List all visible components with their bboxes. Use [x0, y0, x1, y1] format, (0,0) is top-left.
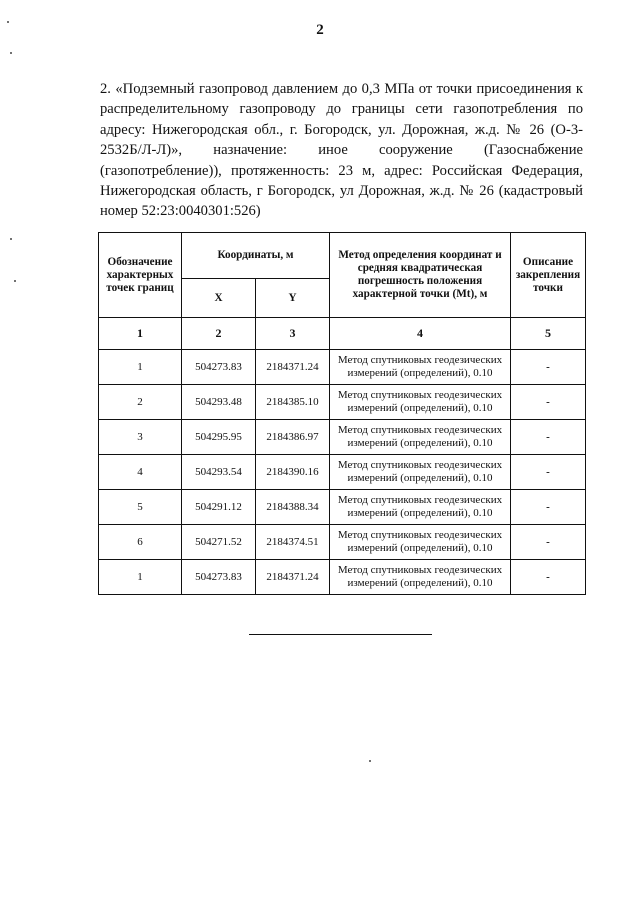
point-cell: 3	[99, 420, 182, 455]
x-cell: 504273.83	[182, 560, 256, 595]
y-cell: 2184386.97	[256, 420, 330, 455]
column-number: 1	[99, 318, 182, 350]
column-number: 2	[182, 318, 256, 350]
x-cell: 504295.95	[182, 420, 256, 455]
table-row	[99, 525, 586, 560]
y-cell: 2184385.10	[256, 385, 330, 420]
x-cell: 504271.52	[182, 525, 256, 560]
y-cell: 2184371.24	[256, 350, 330, 385]
header-method: Метод определения координат и средняя квадратическая погрешность положения характерной точки (Mt), м	[330, 233, 511, 318]
method-cell: Метод спутниковых геодезических измерений (определений), 0.10	[330, 385, 511, 420]
column-number: 4	[330, 318, 511, 350]
description-cell: -	[511, 455, 586, 490]
method-cell: Метод спутниковых геодезических измерений (определений), 0.10	[330, 455, 511, 490]
paragraph-line: номер 52:23:0040301:526)	[100, 203, 261, 220]
method-cell: Метод спутниковых геодезических измерений (определений), 0.10	[330, 420, 511, 455]
point-cell: 5	[99, 490, 182, 525]
description-cell: -	[511, 420, 586, 455]
description-cell: -	[511, 560, 586, 595]
y-cell: 2184388.34	[256, 490, 330, 525]
table-row	[99, 490, 586, 525]
paragraph-line: адресу: Нижегородская обл., г. Богородск, ул. Дорожная, ж.д. № 26 (О-3-	[100, 121, 583, 138]
scan-speck	[369, 760, 371, 762]
description-cell: -	[511, 525, 586, 560]
description-cell: -	[511, 350, 586, 385]
paragraph-line: 2532Б/Л-Л)», назначение: иное сооружение (Газоснабжение	[100, 142, 583, 159]
header-description: Описание закрепления точки	[511, 233, 586, 318]
header-y: Y	[256, 279, 330, 318]
paragraph-line: Нижегородская область, г Богородск, ул Дорожная, ж.д. № 26 (кадастровый	[100, 183, 583, 200]
table-row	[99, 350, 586, 385]
table-row	[99, 420, 586, 455]
y-cell: 2184374.51	[256, 525, 330, 560]
scan-speck	[10, 52, 12, 54]
point-cell: 1	[99, 350, 182, 385]
description-cell: -	[511, 490, 586, 525]
x-cell: 504293.48	[182, 385, 256, 420]
description-cell: -	[511, 385, 586, 420]
column-number: 5	[511, 318, 586, 350]
table-row	[99, 455, 586, 490]
x-cell: 504293.54	[182, 455, 256, 490]
coordinates-table	[98, 232, 586, 595]
scan-speck	[10, 238, 12, 240]
header-x: X	[182, 279, 256, 318]
end-separator-line	[249, 634, 432, 635]
method-cell: Метод спутниковых геодезических измерений (определений), 0.10	[330, 490, 511, 525]
page-number: 2	[316, 22, 324, 38]
point-cell: 2	[99, 385, 182, 420]
table-row	[99, 385, 586, 420]
column-number: 3	[256, 318, 330, 350]
scan-speck	[7, 21, 9, 23]
point-cell: 4	[99, 455, 182, 490]
point-cell: 1	[99, 560, 182, 595]
x-cell: 504291.12	[182, 490, 256, 525]
header-coordinates: Координаты, м	[182, 233, 330, 279]
paragraph-line: распределительному газопроводу до границы сети газопотребления по	[100, 101, 583, 118]
table-row	[99, 560, 586, 595]
paragraph-line: 2. «Подземный газопровод давлением до 0,3 МПа от точки присоединения к	[100, 81, 583, 97]
y-cell: 2184371.24	[256, 560, 330, 595]
scan-speck	[14, 280, 16, 282]
object-description-paragraph	[100, 79, 583, 222]
header-designation: Обозначение характерных точек границ	[99, 233, 182, 318]
x-cell: 504273.83	[182, 350, 256, 385]
point-cell: 6	[99, 525, 182, 560]
column-number-row	[99, 318, 586, 350]
method-cell: Метод спутниковых геодезических измерений (определений), 0.10	[330, 525, 511, 560]
y-cell: 2184390.16	[256, 455, 330, 490]
method-cell: Метод спутниковых геодезических измерений (определений), 0.10	[330, 560, 511, 595]
method-cell: Метод спутниковых геодезических измерений (определений), 0.10	[330, 350, 511, 385]
paragraph-line: (газопотребление)), протяженность: 23 м, адрес: Российская Федерация,	[100, 162, 583, 179]
